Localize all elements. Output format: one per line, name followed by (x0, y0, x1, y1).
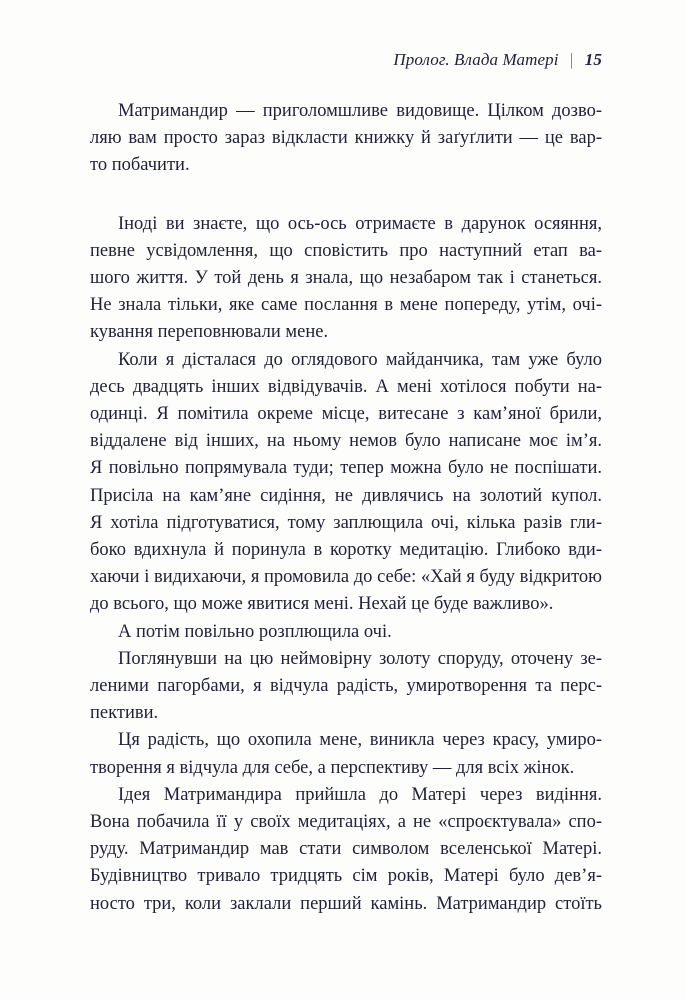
text-line: то побачити. (90, 155, 190, 176)
page-number: 15 (584, 50, 602, 69)
text-line: Іноді ви знаєте, що ось-ось отримаєте в дарунок осяяння, (118, 213, 602, 234)
header-separator: | (570, 50, 573, 69)
text-line: Я хотіла підготуватися, тому заплющила очі, кілька разів гли- (90, 512, 602, 533)
page-body (90, 98, 602, 918)
paragraph (90, 619, 602, 646)
text-line: Ідея Матримандира прийшла до Матері через видіння. (118, 784, 602, 805)
text-line: Поглянувши на цю неймовірну золоту споруду, оточену зе- (118, 648, 602, 669)
text-line: десь двадцять інших відвідувачів. А мені хотілося побути на- (90, 376, 602, 397)
text-line: шого життя. У той день я знала, що незабаром так і станеться. (90, 268, 602, 289)
text-line: Вона побачила її у своїх медитаціях, а не «спроєктувала» спо- (90, 812, 602, 833)
text-line: одинці. Я помітила окреме місце, витесане з кам’яної брили, (90, 404, 602, 425)
paragraph (90, 98, 602, 180)
text-line: до всього, що може явитися мені. Нехай це буде важливо». (90, 594, 554, 615)
text-line: Коли я дісталася до оглядового майданчика, там уже було (118, 349, 602, 370)
text-block (90, 50, 602, 918)
text-line: кування переповнювали мене. (90, 322, 329, 343)
text-line: Будівництво тривало тридцять сім років, Матері було дев’я- (90, 866, 602, 887)
paragraph (90, 646, 602, 728)
text-line: Я повільно попрямувала туди; тепер можна було не поспішати. (90, 458, 602, 479)
text-line: леними пагорбами, я відчула радість, умиротворення та перс- (90, 676, 602, 697)
paragraph (90, 347, 602, 619)
text-line: боко вдихнула й поринула в коротку медитацію. Глибоко вди- (90, 540, 602, 561)
text-line: Присіла на кам’яне сидіння, не дивлячись на золотий купол. (90, 485, 602, 506)
paragraph (90, 727, 602, 781)
paragraph (90, 211, 602, 347)
paragraph (90, 782, 602, 918)
text-line: творення я відчула для себе, а перспективу — для всіх жінок. (90, 757, 575, 778)
text-line: носто три, коли заклали перший камінь. Матримандир стоїть (90, 893, 602, 914)
text-line: А потім повільно розплющила очі. (118, 621, 392, 642)
text-line: ляю вам просто зараз відкласти книжку й заґуґлити — це вар- (90, 128, 602, 149)
text-line: певне усвідомлення, що сповістить про наступний етап ва- (90, 240, 602, 261)
text-line: віддалене від інших, на ньому немов було написане моє ім’я. (90, 431, 602, 452)
text-line: хаючи і видихаючи, я промовила до себе: «Хай я буду відкритою (90, 567, 602, 588)
running-title: Пролог. Влада Матері (393, 50, 559, 69)
text-line: Матримандир — приголомшливе видовище. Цілком дозво- (118, 101, 602, 121)
text-line: пективи. (90, 703, 159, 724)
running-header (90, 50, 602, 70)
text-line: Не знала тільки, яке саме послання в мене попереду, утім, очі- (90, 295, 602, 316)
text-line: руду. Матримандир мав стати символом вселенської Матері. (90, 839, 602, 860)
text-line: Ця радість, що охопила мене, виникла через красу, умиро- (118, 730, 602, 751)
